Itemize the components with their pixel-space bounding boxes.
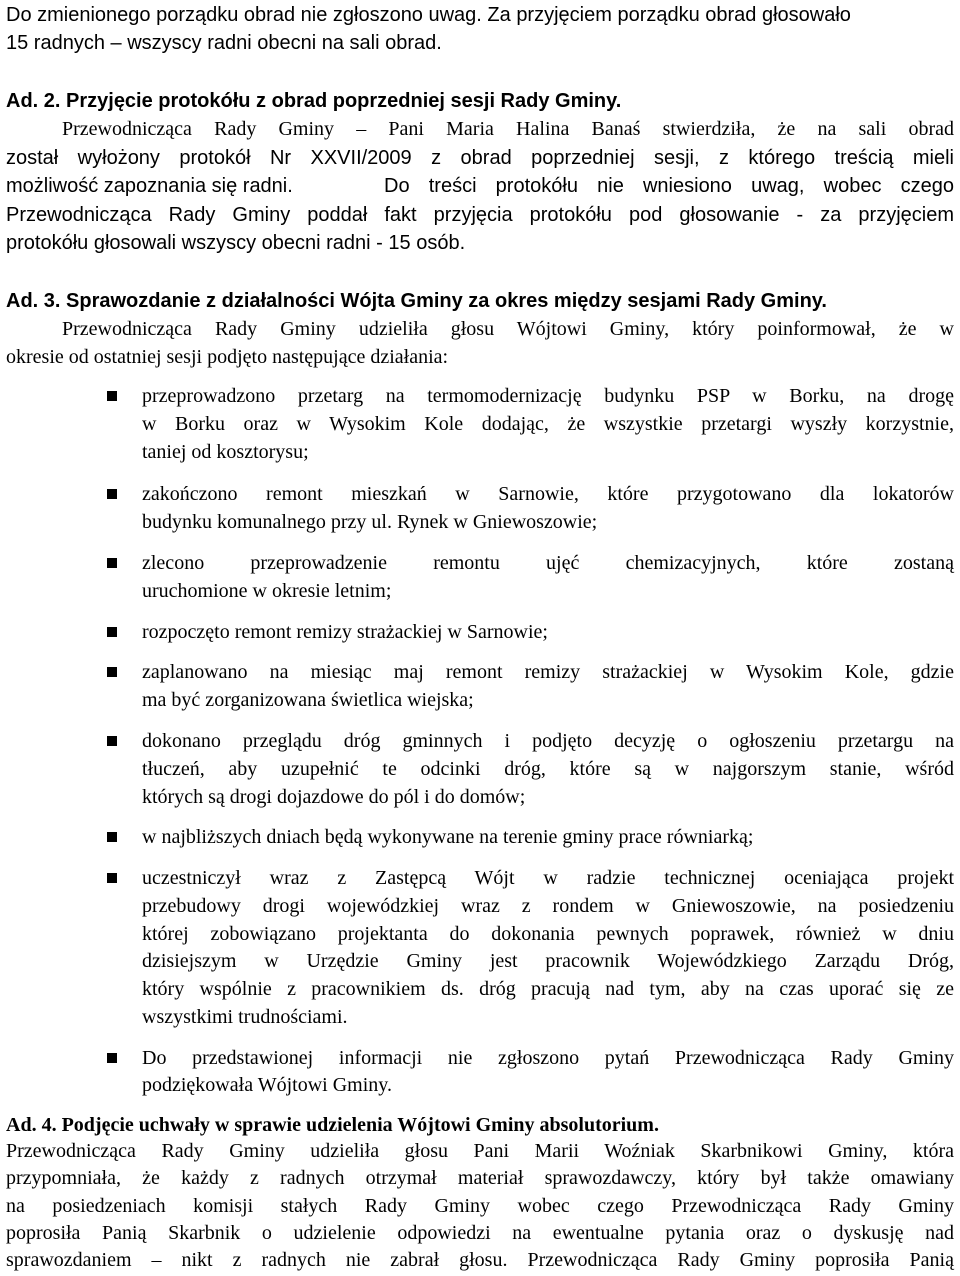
- bullet-marker: [107, 667, 117, 677]
- bullet-3-line-1: zlecono przeprowadzenie remontu ujęć chemizacyjnych, które zostaną: [142, 552, 954, 574]
- ad2-paragraph-line-4: Przewodnicząca Rady Gminy poddał fakt przyjęcia protokółu pod głosowanie - za przyjęciem: [6, 204, 954, 226]
- bullet-5-line-1: zaplanowano na miesiąc maj remont remizy strażackiej w Wysokim Kole, gdzie: [142, 661, 954, 683]
- ad4-line-1: Przewodnicząca Rady Gminy udzieliła głosu Pani Marii Woźniak Skarbnikowi Gminy, która: [6, 1140, 954, 1162]
- bullet-1-line-3: taniej od kosztorysu;: [142, 441, 309, 463]
- bullet-marker: [107, 489, 117, 499]
- bullet-6-line-2: tłuczeń, aby uzupełnić te odcinki dróg, które są w najgorszym stanie, wśród: [142, 758, 954, 780]
- bullet-4-line-1: rozpoczęto remont remizy strażackiej w Sarnowie;: [142, 621, 548, 643]
- bullet-marker: [107, 627, 117, 637]
- bullet-1-line-1: przeprowadzono przetarg na termomodernizację budynku PSP w Borku, na drogę: [142, 385, 954, 407]
- bullet-3-line-2: uruchomione w okresie letnim;: [142, 580, 392, 602]
- ad2-heading: Ad. 2. Przyjęcie protokółu z obrad poprzedniej sesji Rady Gminy.: [6, 90, 622, 112]
- ad4-line-3: na posiedzeniach komisji stałych Rady Gminy wobec czego Przewodnicząca Rady Gminy: [6, 1195, 954, 1217]
- bullet-6-line-1: dokonano przeglądu dróg gminnych i podjęto decyzję o ogłoszeniu przetargu na: [142, 730, 954, 752]
- ad3-paragraph-line-1: Przewodnicząca Rady Gminy udzieliła głosu Wójtowi Gminy, który poinformował, że w: [62, 318, 954, 340]
- bullet-marker: [107, 736, 117, 746]
- bullet-7-line-1: w najbliższych dniach będą wykonywane na terenie gminy prace równiarką;: [142, 826, 754, 848]
- bullet-8-line-5: który wspólnie z pracownikiem ds. dróg pracują nad tym, aby na czas uporać się ze: [142, 978, 954, 1000]
- ad2-paragraph-line-3b: Do treści protokółu nie wniesiono uwag, wobec czego: [384, 175, 954, 197]
- ad2-paragraph-line-2: został wyłożony protokół Nr XXVII/2009 z obrad poprzedniej sesji, z którego treścią mieli: [6, 147, 954, 169]
- ad3-paragraph-line-2: okresie od ostatniej sesji podjęto następujące działania:: [6, 346, 449, 368]
- bullet-marker: [107, 873, 117, 883]
- bullet-8-line-1: uczestniczył wraz z Zastępcą Wójt w radzie technicznej oceniająca projekt: [142, 867, 954, 889]
- bullet-8-line-3: której zobowiązano projektanta do dokonania pewnych poprawek, również w dniu: [142, 923, 954, 945]
- bullet-9-line-2: podziękowała Wójtowi Gminy.: [142, 1074, 392, 1096]
- ad4-heading: Ad. 4. Podjęcie uchwały w sprawie udzielenia Wójtowi Gminy absolutorium.: [6, 1114, 659, 1136]
- intro-line-2: 15 radnych – wszyscy radni obecni na sali obrad.: [6, 32, 442, 54]
- bullet-6-line-3: których są drogi dojazdowe do pól i do domów;: [142, 786, 526, 808]
- ad4-line-5: sprawozdaniem – nikt z radnych nie zabrał głosu. Przewodnicząca Rady Gminy poprosiła Panią: [6, 1249, 954, 1271]
- ad2-paragraph-line-5: protokółu głosowali wszyscy obecni radni - 15 osób.: [6, 232, 466, 254]
- bullet-8-line-6: wszystkimi trudnościami.: [142, 1006, 348, 1028]
- ad3-heading: Ad. 3. Sprawozdanie z działalności Wójta Gminy za okres między sesjami Rady Gminy.: [6, 290, 827, 312]
- ad2-paragraph-line-3a: możliwość zapoznania się radni.: [6, 175, 293, 197]
- bullet-marker: [107, 832, 117, 842]
- bullet-2-line-2: budynku komunalnego przy ul. Rynek w Gniewoszowie;: [142, 511, 598, 533]
- bullet-1-line-2: w Borku oraz w Wysokim Kole dodając, że wszystkie przetargi wyszły korzystnie,: [142, 413, 954, 435]
- ad4-line-4: poprosiła Panią Skarbnik o udzielenie odpowiedzi na ewentualne pytania oraz o dyskusję nad: [6, 1222, 954, 1244]
- bullet-8-line-4: dzisiejszym w Urzędzie Gminy jest pracownik Wojewódzkiego Zarządu Dróg,: [142, 950, 954, 972]
- bullet-2-line-1: zakończono remont mieszkań w Sarnowie, które przygotowano dla lokatorów: [142, 483, 954, 505]
- bullet-marker: [107, 558, 117, 568]
- ad4-line-2: przypomniała, że każdy z radnych otrzymał materiał sprawozdawczy, który był także omawiany: [6, 1167, 954, 1189]
- intro-line-1: Do zmienionego porządku obrad nie zgłoszono uwag. Za przyjęciem porządku obrad głosowało: [6, 4, 851, 26]
- bullet-marker: [107, 391, 117, 401]
- bullet-8-line-2: przebudowy drogi wojewódzkiej wraz z rondem w Gniewoszowie, na posiedzeniu: [142, 895, 954, 917]
- ad2-paragraph-line-1: Przewodnicząca Rady Gminy – Pani Maria Halina Banaś stwierdziła, że na sali obrad: [62, 118, 954, 140]
- bullet-marker: [107, 1053, 117, 1063]
- bullet-5-line-2: ma być zorganizowana świetlica wiejska;: [142, 689, 474, 711]
- bullet-9-line-1: Do przedstawionej informacji nie zgłoszono pytań Przewodnicząca Rady Gminy: [142, 1047, 954, 1069]
